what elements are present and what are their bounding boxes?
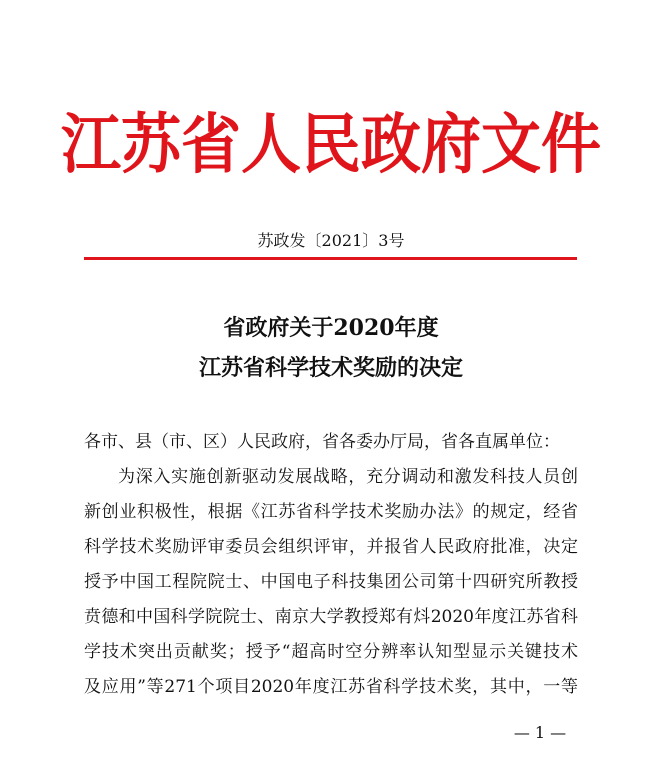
document-title-line-1: 省政府关于2020年度 (223, 315, 439, 341)
salutation: 各市、县（市、区）人民政府，省各委办厅局，省各直属单位： (84, 432, 560, 452)
body-line-6: 学技术突出贡献奖；授予“超高时空分辨率认知型显示关键技术 (84, 642, 578, 662)
body-line-4: 授予中国工程院院士、中国电子科技集团公司第十四研究所教授 (84, 572, 578, 592)
page-number: — 1 — (513, 723, 567, 742)
body-line-3: 科学技术奖励评审委员会组织评审，并报省人民政府批准，决定 (84, 537, 578, 557)
body-line-2: 新创业积极性，根据《江苏省科学技术奖励办法》的规定，经省 (84, 502, 578, 522)
body-line-1: 为深入实施创新驱动发展战略，充分调动和激发科技人员创 (118, 467, 578, 487)
body-line-5: 贲德和中国科学院院士、南京大学教授郑有炓2020年度江苏省科 (84, 607, 578, 627)
document-number: 苏政发〔2021〕3号 (257, 231, 405, 250)
issuer-header-title: 江苏省人民政府文件 (61, 107, 601, 183)
document-title-line-2: 江苏省科学技术奖励的决定 (198, 355, 463, 381)
red-separator-line (84, 257, 577, 260)
body-line-7: 及应用”等271个项目2020年度江苏省科学技术奖，其中，一等 (84, 677, 578, 697)
